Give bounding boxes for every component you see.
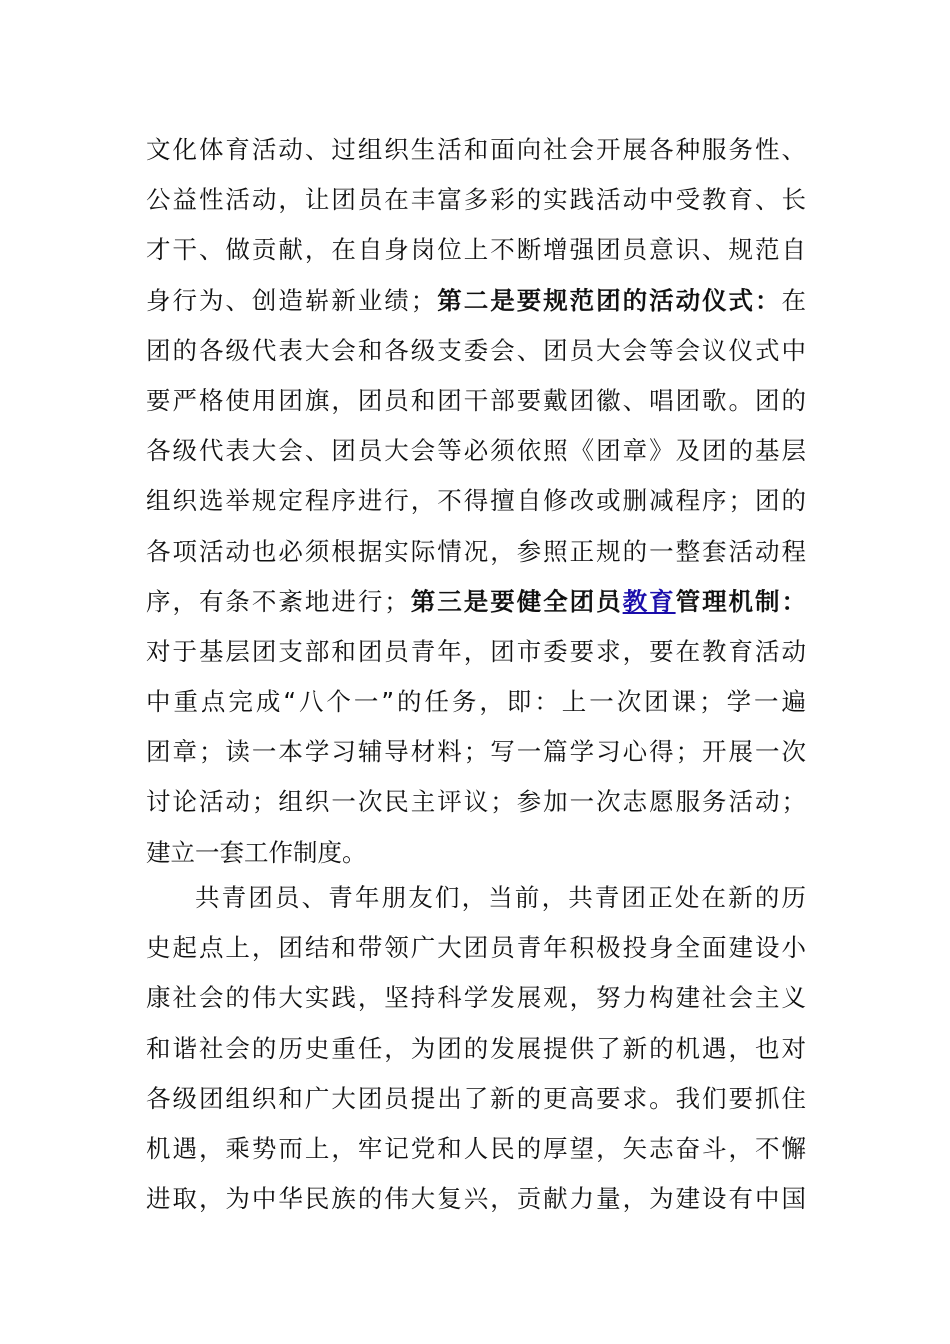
text-line-indented: 共青团员、青年朋友们，当前，共青团正处在新的历 <box>195 883 806 912</box>
bold-heading-3-end: 管理机制： <box>675 586 807 616</box>
text-line: 建立一套工作制度。 <box>146 837 367 867</box>
text-line: 中重点完成“八个一”的任务，即：上一次团课；学一遍 <box>146 687 806 717</box>
text-line <box>146 577 806 627</box>
paragraph-1 <box>146 125 806 878</box>
text-line: 机遇，乘势而上，牢记党和人民的厚望，矢志奋斗，不懈 <box>146 1133 806 1163</box>
text-line: 史起点上，团结和带领广大团员青年积极投身全面建设小 <box>146 933 806 963</box>
text-line: 对于基层团支部和团员青年，团市委要求，要在教育活动 <box>146 636 806 666</box>
text-line: 公益性活动，让团员在丰富多彩的实践活动中受教育、长 <box>146 185 806 215</box>
text-run: 身行为、创造崭新业绩； <box>146 285 436 315</box>
text-line: 要严格使用团旗，团员和团干部要戴团徽、唱团歌。团的 <box>146 385 806 415</box>
text-line: 团的各级代表大会和各级支委会、团员大会等会议仪式中 <box>146 335 806 365</box>
text-line: 讨论活动；组织一次民主评议；参加一次志愿服务活动； <box>146 787 806 817</box>
text-line: 进取，为中华民族的伟大复兴，贡献力量，为建设有中国 <box>146 1184 806 1214</box>
text-line: 康社会的伟大实践，坚持科学发展观，努力构建社会主义 <box>146 983 806 1013</box>
text-line: 团章；读一本学习辅导材料；写一篇学习心得；开展一次 <box>146 737 806 767</box>
text-line <box>146 276 806 326</box>
text-line: 各级团组织和广大团员提出了新的更高要求。我们要抓住 <box>146 1083 806 1113</box>
bold-heading-2: 第二是要规范团的活动仪式： <box>435 285 782 315</box>
text-run: 在 <box>781 285 807 315</box>
text-line: 各项活动也必须根据实际情况，参照正规的一整套活动程 <box>146 536 806 566</box>
bold-heading-3: 第三是要健全团员 <box>408 586 623 616</box>
education-link[interactable]: 教育 <box>622 586 676 616</box>
text-line: 组织选举规定程序进行，不得擅自修改或删减程序；团的 <box>146 486 806 516</box>
text-run: 序，有条不紊地进行； <box>146 586 409 616</box>
text-line: 各级代表大会、团员大会等必须依照《团章》及团的基层 <box>146 436 806 466</box>
text-line: 才干、做贡献，在自身岗位上不断增强团员意识、规范自 <box>146 235 806 265</box>
text-line: 和谐社会的历史重任，为团的发展提供了新的机遇，也对 <box>146 1033 806 1063</box>
text-line: 文化体育活动、过组织生活和面向社会开展各种服务性、 <box>146 135 806 164</box>
paragraph-2 <box>146 873 806 1224</box>
